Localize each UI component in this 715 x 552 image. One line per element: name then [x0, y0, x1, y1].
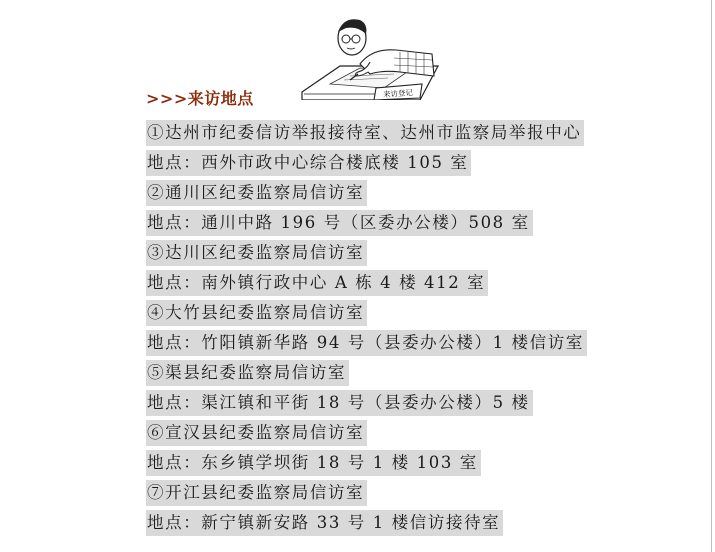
- entry-text: ④大竹县纪委监察局信访室: [146, 300, 367, 326]
- list-item: [146, 448, 706, 478]
- entry-text: ⑥宣汉县纪委监察局信访室: [146, 420, 367, 446]
- entry-text: 地点：西外市政中心综合楼底楼 105 室: [146, 150, 471, 176]
- entry-text: 地点：渠江镇和平街 18 号（县委办公楼）5 楼: [146, 390, 533, 416]
- entry-text: 地点：南外镇行政中心 A 栋 4 楼 412 室: [146, 270, 488, 296]
- entry-text: ⑤渠县纪委监察局信访室: [146, 360, 349, 386]
- entry-text: 地点：东乡镇学坝街 18 号 1 楼 103 室: [146, 450, 481, 476]
- list-item: [146, 418, 706, 448]
- entry-text: 地点：新宁镇新安路 33 号 1 楼信访接待室: [146, 510, 503, 536]
- person-body: [360, 50, 434, 76]
- list-item: [146, 208, 706, 238]
- entry-text: ②通川区纪委监察局信访室: [146, 180, 367, 206]
- sign-text: 来访登记: [382, 87, 414, 100]
- section-title: >>>来访地点: [146, 89, 254, 108]
- list-item: [146, 148, 706, 178]
- list-item: [146, 508, 706, 538]
- list-item: [146, 358, 706, 388]
- list-item: [146, 328, 706, 358]
- entry-text: ①达州市纪委信访举报接待室、达州市监察局举报中心: [146, 120, 584, 146]
- entry-text: ⑦开江县纪委监察局信访室: [146, 480, 367, 506]
- list-item: [146, 238, 706, 268]
- entry-text: ③达川区纪委监察局信访室: [146, 240, 367, 266]
- page-edge-line: [711, 0, 712, 552]
- list-item: [146, 178, 706, 208]
- list-item: [146, 268, 706, 298]
- visitor-registration-illustration: [300, 14, 440, 100]
- list-item: [146, 388, 706, 418]
- visit-locations-list: [146, 118, 706, 538]
- list-item: [146, 298, 706, 328]
- entry-text: 地点：竹阳镇新华路 94 号（县委办公楼）1 楼信访室: [146, 330, 587, 356]
- list-item: [146, 118, 706, 148]
- entry-text: 地点：通川中路 196 号（区委办公楼）508 室: [146, 210, 533, 236]
- list-item: [146, 478, 706, 508]
